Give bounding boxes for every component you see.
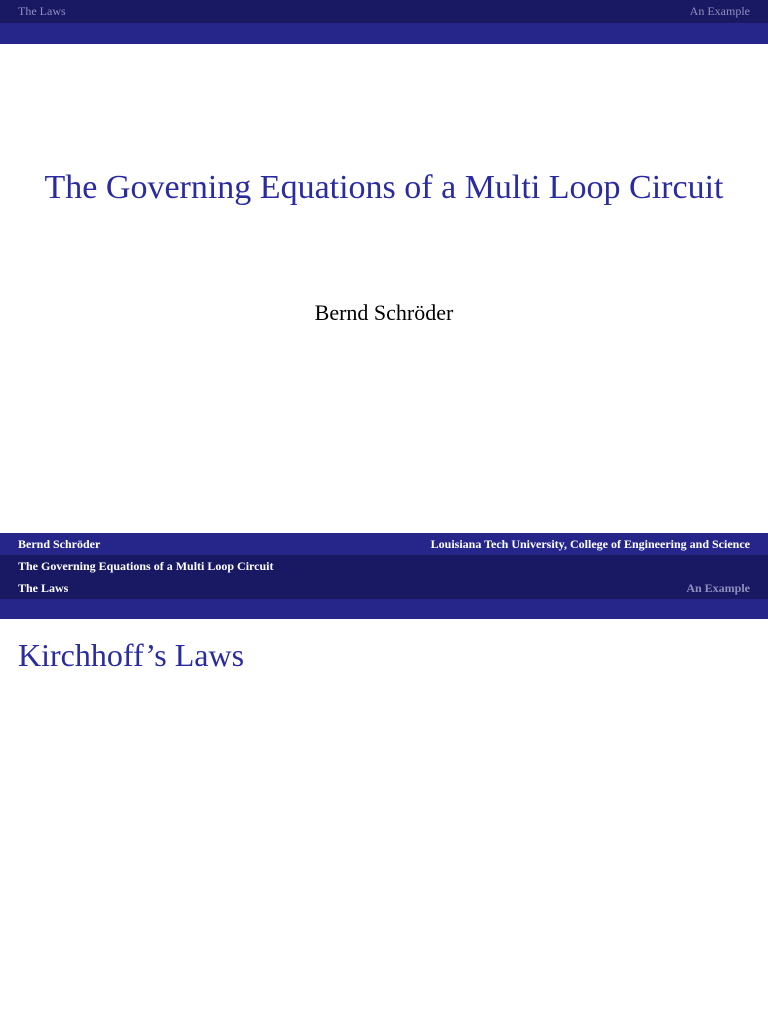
section-navbar	[0, 0, 768, 23]
presentation-title: The Governing Equations of a Multi Loop Circuit	[44, 169, 724, 206]
footer-institution: Louisiana Tech University, College of Engineering and Science	[430, 536, 750, 551]
footer-title-row	[0, 555, 768, 577]
nav-section-the-laws[interactable]: The Laws	[18, 580, 69, 595]
nav-section-an-example[interactable]: An Example	[689, 4, 750, 18]
footer-author: Bernd Schröder	[18, 536, 101, 551]
content-slide	[0, 533, 768, 1024]
subsection-bar	[0, 599, 768, 619]
subsection-bar	[0, 23, 768, 44]
frame-title: Kirchhoff’s Laws	[18, 637, 245, 673]
section-navbar	[0, 577, 768, 599]
presentation-author: Bernd Schröder	[314, 300, 454, 325]
footer-author-row	[0, 533, 768, 555]
footer-short-title: The Governing Equations of a Multi Loop Circuit	[18, 558, 274, 573]
nav-section-an-example[interactable]: An Example	[686, 580, 750, 595]
nav-section-the-laws[interactable]: The Laws	[18, 4, 66, 18]
